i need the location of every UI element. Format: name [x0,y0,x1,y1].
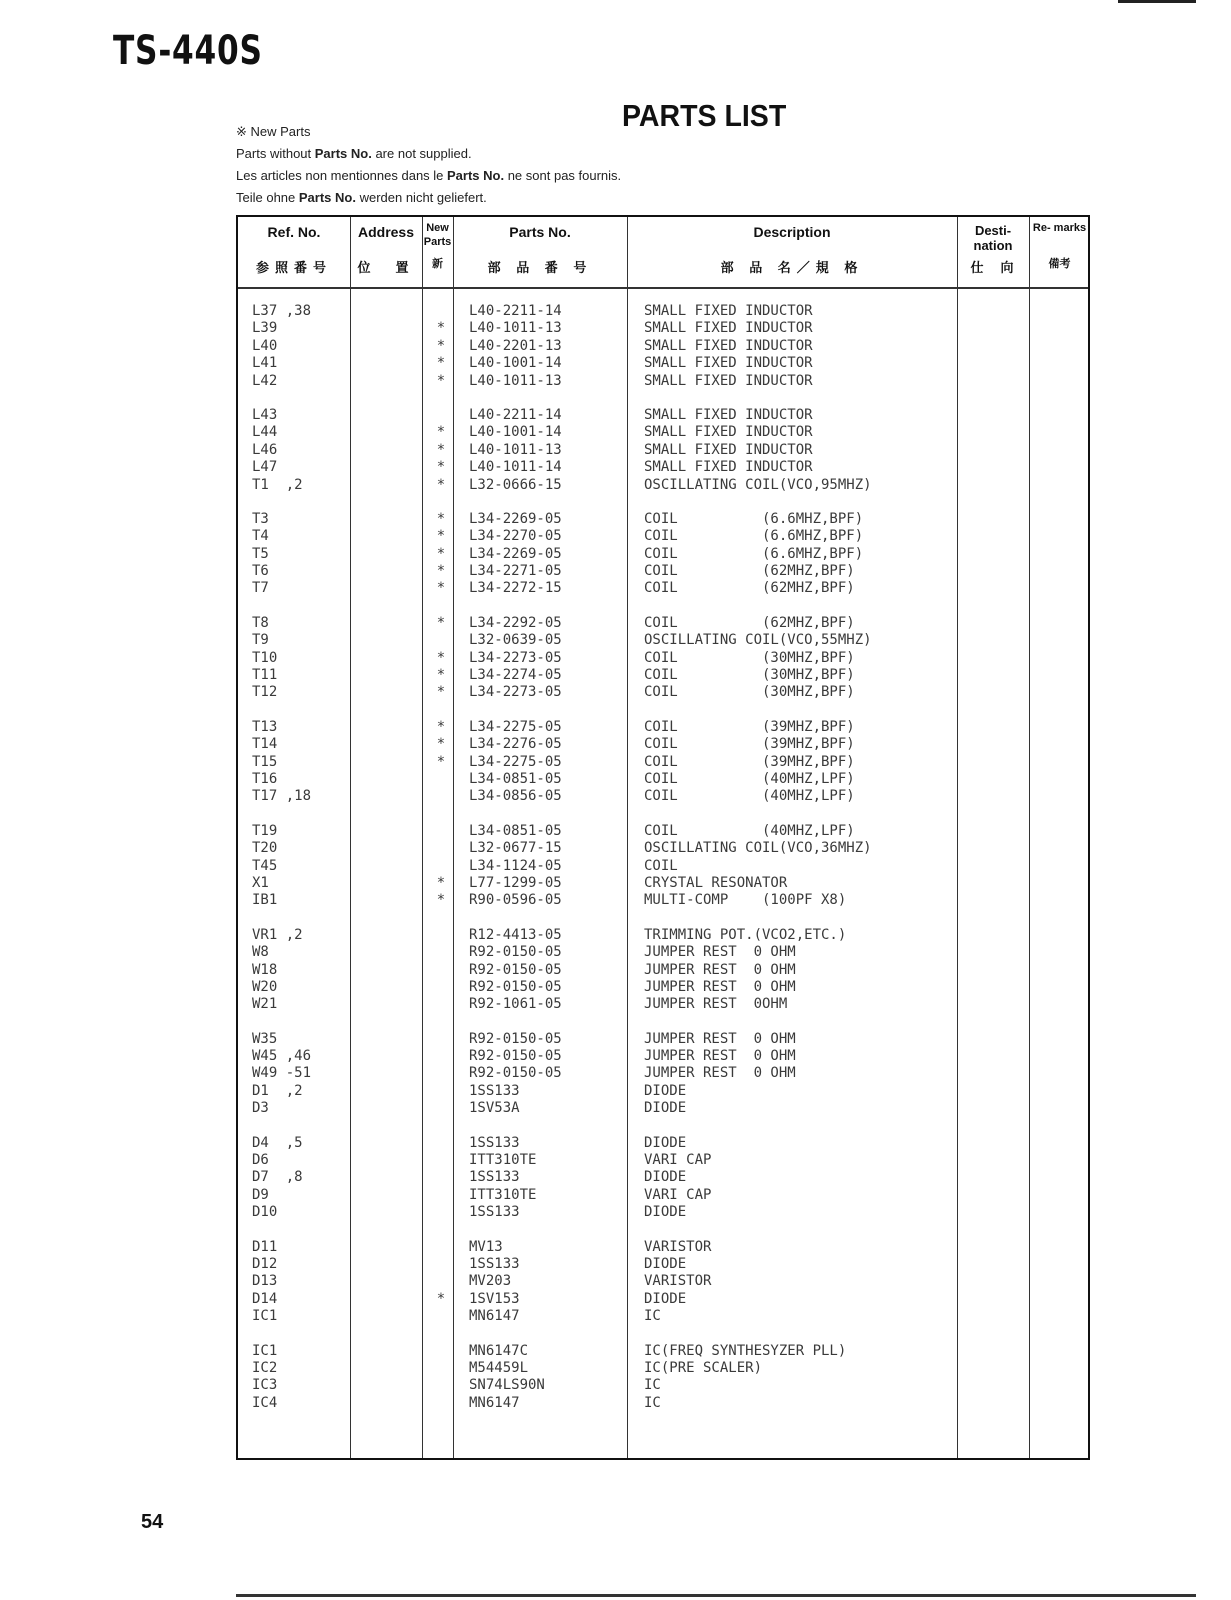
new-parts-mark: * [436,667,446,684]
table-row [238,511,1088,528]
part-number-cell: L32-0677-15 [469,840,562,857]
part-number-cell: L34-2269-05 [469,545,562,562]
table-row [238,477,1088,494]
header-address: Address 位 置 [357,224,415,275]
ref-cell: W8 [252,944,269,961]
table-row [238,303,1088,320]
new-parts-mark: * [436,753,446,770]
ref-cell: IC2 [252,1359,278,1376]
table-row [238,528,1088,545]
ref-cell: T10 [252,649,278,666]
header-description: Description 部 品 名／規 格 [720,224,864,275]
ref-cell: T45 [252,857,278,874]
description-cell: DIODE [644,1134,687,1151]
description-cell: COIL (30MHZ,BPF) [644,649,855,666]
ref-cell: W49 -51 [252,1065,312,1082]
table-row [238,1187,1088,1204]
new-parts-mark: * [436,649,446,666]
ref-cell: W45 ,46 [252,1048,312,1065]
table-row [238,1343,1088,1360]
new-parts-mark: * [436,510,446,527]
table-row [238,875,1088,892]
ref-cell: T7 [252,580,269,597]
part-number-cell: 1SS133 [469,1255,520,1272]
note-new-parts: ※ New Parts [236,124,311,139]
new-parts-mark: * [436,320,446,337]
description-cell: SMALL FIXED INDUCTOR [644,372,813,389]
table-row [238,1204,1088,1221]
description-cell: COIL (39MHZ,BPF) [644,718,855,735]
description-cell: VARISTOR [644,1273,712,1290]
model-number: TS-440S [113,28,263,74]
part-number-cell: R92-0150-05 [469,944,562,961]
page-number: 54 [141,1511,164,1533]
ref-cell: T3 [252,510,269,527]
new-parts-mark: * [436,874,446,891]
ref-cell: D4 ,5 [252,1134,303,1151]
table-row [238,580,1088,597]
description-cell: DIODE [644,1100,687,1117]
ref-cell: D7 ,8 [252,1169,303,1186]
table-row [238,546,1088,563]
new-parts-mark: * [436,736,446,753]
ref-cell: T1 ,2 [252,476,303,493]
ref-cell: L47 [252,459,278,476]
ref-cell: T19 [252,822,278,839]
new-parts-mark: * [436,459,446,476]
table-row [238,355,1088,372]
part-number-cell: 1SS133 [469,1169,520,1186]
ref-cell: IC1 [252,1342,278,1359]
part-number-cell: L40-2211-14 [469,406,562,423]
description-cell: VARI CAP [644,1152,712,1169]
part-number-cell: MN6147C [469,1342,529,1359]
ref-cell: T15 [252,753,278,770]
description-cell: JUMPER REST 0OHM [644,996,788,1013]
description-cell: IC(PRE SCALER) [644,1359,763,1376]
description-cell: COIL (62MHZ,BPF) [644,580,855,597]
description-cell: OSCILLATING COIL(VCO,95MHZ) [644,476,872,493]
part-number-cell: SN74LS90N [469,1377,545,1394]
description-cell: SMALL FIXED INDUCTOR [644,303,813,319]
new-parts-mark: * [436,424,446,441]
description-cell: TRIMMING POT.(VCO2,ETC.) [644,926,847,943]
part-number-cell: R92-1061-05 [469,996,562,1013]
ref-cell: T12 [252,684,278,701]
description-cell: COIL (30MHZ,BPF) [644,667,855,684]
part-number-cell: M54459L [469,1359,529,1376]
part-number-cell: MV13 [469,1238,503,1255]
ref-cell: VR1 ,2 [252,926,303,943]
description-cell: IC [644,1377,661,1394]
ref-cell: D3 [252,1100,269,1117]
ref-cell: L44 [252,424,278,441]
table-row [238,736,1088,753]
ref-cell: L41 [252,355,278,372]
header-remarks: Re- marks 備考 [1032,222,1087,270]
description-cell: SMALL FIXED INDUCTOR [644,441,813,458]
description-cell: COIL (40MHZ,LPF) [644,788,855,805]
table-row [238,338,1088,355]
table-row [238,927,1088,944]
table-row [238,1048,1088,1065]
ref-cell: L42 [252,372,278,389]
ref-cell: L37 ,38 [252,303,312,319]
ref-cell: L43 [252,406,278,423]
part-number-cell: L34-0851-05 [469,822,562,839]
ref-cell: W35 [252,1030,278,1047]
new-parts-mark: * [436,476,446,493]
part-number-cell: L34-2275-05 [469,753,562,770]
new-parts-mark: * [436,892,446,909]
description-cell: JUMPER REST 0 OHM [644,978,796,995]
part-number-cell: R92-0150-05 [469,1048,562,1065]
description-cell: COIL (6.6MHZ,BPF) [644,545,864,562]
part-number-cell: L34-0856-05 [469,788,562,805]
notes-block [236,121,621,209]
ref-cell: T4 [252,528,269,545]
table-row [238,944,1088,961]
ref-cell: IB1 [252,892,278,909]
table-row [238,615,1088,632]
table-row [238,979,1088,996]
table-row [238,1256,1088,1273]
part-number-cell: L32-0666-15 [469,476,562,493]
ref-cell: D11 [252,1238,278,1255]
new-parts-mark: * [436,337,446,354]
ref-cell: W18 [252,961,278,978]
ref-cell: IC1 [252,1308,278,1325]
note-french: Les articles non mentionnes dans le Parts No. ne sont pas fournis. [236,168,622,183]
description-cell: VARISTOR [644,1238,712,1255]
description-cell: COIL (6.6MHZ,BPF) [644,528,864,545]
new-parts-mark: * [436,528,446,545]
description-cell: SMALL FIXED INDUCTOR [644,355,813,372]
part-number-cell: L40-2211-14 [469,303,562,319]
ref-cell: T17 ,18 [252,788,312,805]
description-cell: COIL (62MHZ,BPF) [644,563,855,580]
part-number-cell: L40-1011-13 [469,441,562,458]
description-cell: OSCILLATING COIL(VCO,55MHZ) [644,632,872,649]
ref-cell: T14 [252,736,278,753]
header-new-parts: New Parts 新 [423,222,452,270]
ref-cell: D9 [252,1186,269,1203]
new-parts-mark: * [436,614,446,631]
description-cell: COIL [644,857,678,874]
new-parts-mark: * [436,372,446,389]
table-row [238,632,1088,649]
table-row [238,424,1088,441]
table-row [238,459,1088,476]
new-parts-mark: * [436,1290,446,1307]
new-parts-mark: * [436,684,446,701]
ref-cell: W21 [252,996,278,1013]
part-number-cell: L40-1001-14 [469,355,562,372]
description-cell: COIL (6.6MHZ,BPF) [644,510,864,527]
description-cell: DIODE [644,1169,687,1186]
description-cell: COIL (40MHZ,LPF) [644,822,855,839]
description-cell: DIODE [644,1290,687,1307]
part-number-cell: MN6147 [469,1394,520,1411]
table-row [238,996,1088,1013]
part-number-cell: L40-1011-14 [469,459,562,476]
table-row [238,719,1088,736]
note-german: Teile ohne Parts No. werden nicht geliefert. [236,190,487,205]
part-number-cell: L40-1011-13 [469,320,562,337]
table-row [238,858,1088,875]
description-cell: IC(FREQ SYNTHESYZER PLL) [644,1342,847,1359]
part-number-cell: L34-1124-05 [469,857,562,874]
table-row [238,684,1088,701]
table-row [238,823,1088,840]
table-row [238,1100,1088,1117]
part-number-cell: 1SV53A [469,1100,520,1117]
description-cell: DIODE [644,1255,687,1272]
part-number-cell: L40-1011-13 [469,372,562,389]
table-row [238,373,1088,390]
part-number-cell: L34-2272-15 [469,580,562,597]
part-number-cell: R92-0150-05 [469,961,562,978]
description-cell: JUMPER REST 0 OHM [644,1030,796,1047]
ref-cell: T16 [252,770,278,787]
part-number-cell: MV203 [469,1273,512,1290]
part-number-cell: R92-0150-05 [469,1030,562,1047]
header-destination: Desti- nation 仕 向 [970,223,1016,275]
ref-cell: L46 [252,441,278,458]
part-number-cell: L34-2273-05 [469,649,562,666]
description-cell: JUMPER REST 0 OHM [644,1065,796,1082]
part-number-cell: L32-0639-05 [469,632,562,649]
table-row [238,962,1088,979]
ref-cell: T9 [252,632,269,649]
part-number-cell: L34-2273-05 [469,684,562,701]
description-cell: MULTI-COMP (100PF X8) [644,892,847,909]
ref-cell: T11 [252,667,278,684]
header-divider [238,287,1088,289]
description-cell: CRYSTAL RESONATOR [644,874,788,891]
part-number-cell: L34-2276-05 [469,736,562,753]
note-english: Parts without Parts No. are not supplied. [236,146,472,161]
new-parts-mark: * [436,563,446,580]
table-row [238,442,1088,459]
ref-cell: T13 [252,718,278,735]
description-cell: COIL (62MHZ,BPF) [644,614,855,631]
part-number-cell: 1SS133 [469,1134,520,1151]
table-row [238,1291,1088,1308]
description-cell: COIL (39MHZ,BPF) [644,736,855,753]
table-row [238,667,1088,684]
ref-cell: D6 [252,1152,269,1169]
description-cell: SMALL FIXED INDUCTOR [644,424,813,441]
description-cell: JUMPER REST 0 OHM [644,1048,796,1065]
table-row [238,320,1088,337]
description-cell: COIL (30MHZ,BPF) [644,684,855,701]
description-cell: OSCILLATING COIL(VCO,36MHZ) [644,840,872,857]
table-row [238,1360,1088,1377]
part-number-cell: L34-0851-05 [469,770,562,787]
part-number-cell: ITT310TE [469,1152,537,1169]
table-row [238,1169,1088,1186]
ref-cell: L39 [252,320,278,337]
ref-cell: T5 [252,545,269,562]
table-row [238,840,1088,857]
part-number-cell: R90-0596-05 [469,892,562,909]
part-number-cell: L40-1001-14 [469,424,562,441]
part-number-cell: R92-0150-05 [469,978,562,995]
part-number-cell: L34-2271-05 [469,563,562,580]
table-row [238,1135,1088,1152]
ref-cell: D12 [252,1255,278,1272]
new-parts-mark: * [436,580,446,597]
table-row [238,788,1088,805]
new-parts-mark: * [436,441,446,458]
part-number-cell: L34-2275-05 [469,718,562,735]
part-number-cell: ITT310TE [469,1186,537,1203]
description-cell: IC [644,1308,661,1325]
parts-table [236,215,1090,1460]
new-parts-mark: * [436,545,446,562]
table-row [238,1065,1088,1082]
description-cell: SMALL FIXED INDUCTOR [644,459,813,476]
ref-cell: D10 [252,1204,278,1221]
description-cell: COIL (39MHZ,BPF) [644,753,855,770]
part-number-cell: R92-0150-05 [469,1065,562,1082]
table-row [238,1273,1088,1290]
description-cell: SMALL FIXED INDUCTOR [644,320,813,337]
description-cell: DIODE [644,1082,687,1099]
part-number-cell: 1SS133 [469,1082,520,1099]
ref-cell: T20 [252,840,278,857]
part-number-cell: L34-2269-05 [469,510,562,527]
part-number-cell: L40-2201-13 [469,337,562,354]
ref-cell: D13 [252,1273,278,1290]
description-cell: VARI CAP [644,1186,712,1203]
header-parts-no: Parts No. 部 品 番 号 [487,224,593,275]
part-number-cell: MN6147 [469,1308,520,1325]
table-row [238,1083,1088,1100]
header-ref: Ref. No. 参照番号 [255,224,332,275]
ref-cell: IC3 [252,1377,278,1394]
ref-cell: W20 [252,978,278,995]
ref-cell: D14 [252,1290,278,1307]
description-cell: SMALL FIXED INDUCTOR [644,337,813,354]
page-title: PARTS LIST [622,98,787,133]
description-cell: COIL (40MHZ,LPF) [644,770,855,787]
part-number-cell: L77-1299-05 [469,874,562,891]
ref-cell: L40 [252,337,278,354]
new-parts-mark: * [436,355,446,372]
table-row [238,1152,1088,1169]
table-row [238,650,1088,667]
parts-rows [238,303,1088,1412]
part-number-cell: L34-2292-05 [469,614,562,631]
ref-cell: IC4 [252,1394,278,1411]
description-cell: DIODE [644,1204,687,1221]
description-cell: SMALL FIXED INDUCTOR [644,406,813,423]
part-number-cell: R12-4413-05 [469,926,562,943]
ref-cell: T8 [252,614,269,631]
description-cell: JUMPER REST 0 OHM [644,944,796,961]
description-cell: JUMPER REST 0 OHM [644,961,796,978]
ref-cell: D1 ,2 [252,1082,303,1099]
table-row [238,1395,1088,1412]
table-row [238,1308,1088,1325]
table-row [238,1377,1088,1394]
table-row [238,407,1088,424]
table-row [238,1239,1088,1256]
ref-cell: X1 [252,874,269,891]
part-number-cell: 1SS133 [469,1204,520,1221]
table-row [238,892,1088,909]
part-number-cell: L34-2270-05 [469,528,562,545]
ref-cell: T6 [252,563,269,580]
table-row [238,754,1088,771]
new-parts-mark: * [436,718,446,735]
part-number-cell: L34-2274-05 [469,667,562,684]
table-row [238,1031,1088,1048]
bottom-edge-line [236,1594,1196,1597]
description-cell: IC [644,1394,661,1411]
table-row [238,563,1088,580]
top-edge-line [1118,0,1196,3]
table-row [238,771,1088,788]
part-number-cell: 1SV153 [469,1290,520,1307]
